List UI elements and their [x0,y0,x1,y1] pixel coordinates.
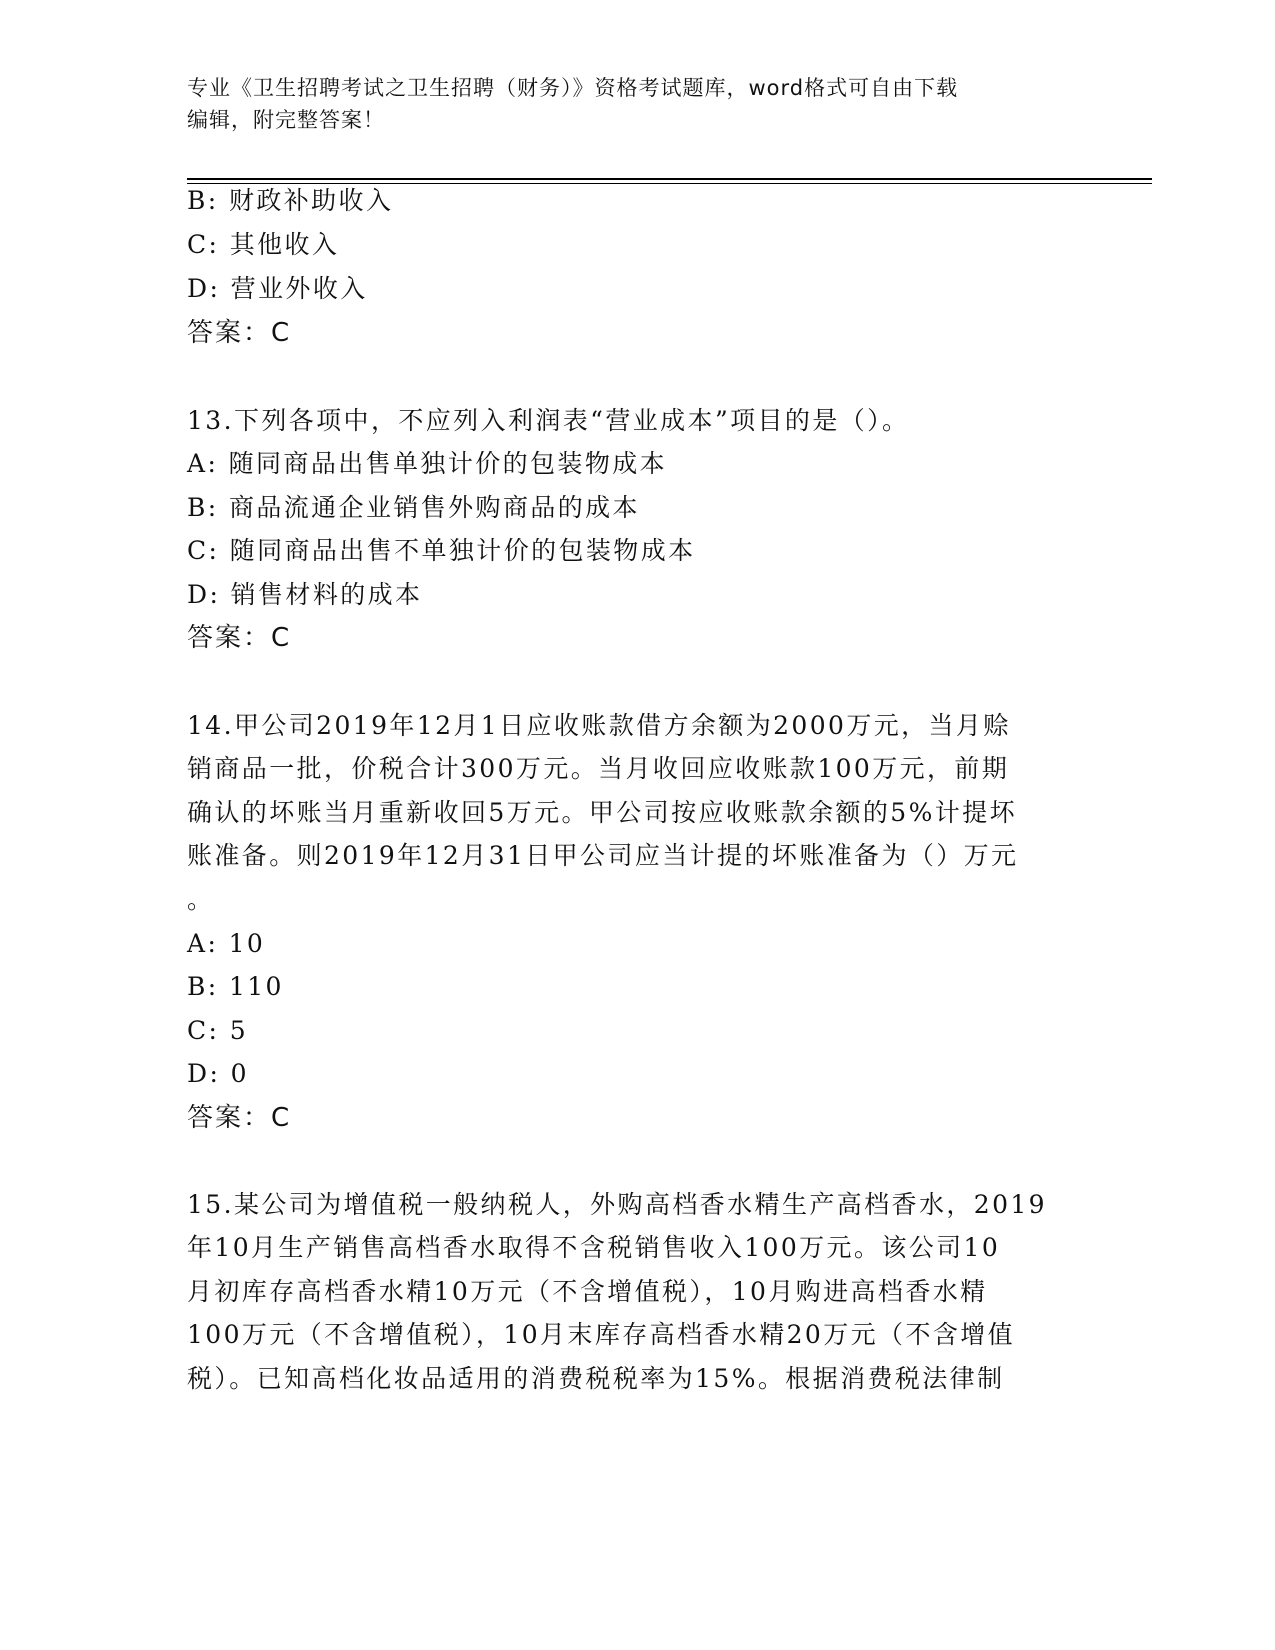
header-divider-thin [187,183,1152,184]
q14-stem-line-3: 确认的坏账当月重新收回5万元。甲公司按应收账款余额的5%计提坏 [187,798,1017,827]
q15-stem-line-3: 月初库存高档香水精10万元（不含增值税），10月购进高档香水精 [187,1277,988,1306]
q14-stem-line-4: 账准备。则2019年12月31日甲公司应当计提的坏账准备为（）万元 [187,841,1019,870]
header-line-2: 编辑，附完整答案！ [187,108,385,132]
q15-stem-line-2: 年10月生产销售高档香水取得不含税销售收入100万元。该公司10 [187,1233,1001,1262]
q14-option-b: B: 110 [187,972,284,1001]
q15-stem-line-4: 100万元（不含增值税），10月末库存高档香水精20万元（不含增值 [187,1320,1016,1349]
q14-stem-line-1: 14.甲公司2019年12月1日应收账款借方余额为2000万元，当月赊 [187,711,1011,740]
q12-option-b: B: 财政补助收入 [187,186,394,215]
q14-option-d: D: 0 [187,1059,249,1088]
q15-stem-line-5: 税）。已知高档化妆品适用的消费税税率为15%。根据消费税法律制 [187,1364,1005,1393]
q13-option-a: A: 随同商品出售单独计价的包装物成本 [187,449,668,478]
q14-option-c: C: 5 [187,1016,249,1045]
document-header [187,72,1087,136]
q14-option-a: A: 10 [187,929,266,958]
q12-answer: 答案：C [187,318,292,348]
q14-answer: 答案：C [187,1103,292,1133]
q13-stem: 13.下列各项中，不应列入利润表“营业成本”项目的是（）。 [187,406,910,435]
q13-option-d: D: 销售材料的成本 [187,580,423,609]
q15-stem-line-1: 15.某公司为增值税一般纳税人，外购高档香水精生产高档香水，2019 [187,1190,1047,1219]
q12-option-d: D: 营业外收入 [187,274,368,303]
q13-answer: 答案：C [187,623,292,653]
q13-option-b: B: 商品流通企业销售外购商品的成本 [187,493,640,522]
q14-stem-line-5: 。 [187,885,215,914]
header-divider-thick [187,178,1152,180]
q12-option-c: C: 其他收入 [187,230,340,259]
header-line-1: 专业《卫生招聘考试之卫生招聘（财务）》资格考试题库，word格式可自由下载 [187,76,959,100]
q14-stem-line-2: 销商品一批，价税合计300万元。当月收回应收账款100万元，前期 [187,754,1010,783]
q13-option-c: C: 随同商品出售不单独计价的包装物成本 [187,536,696,565]
